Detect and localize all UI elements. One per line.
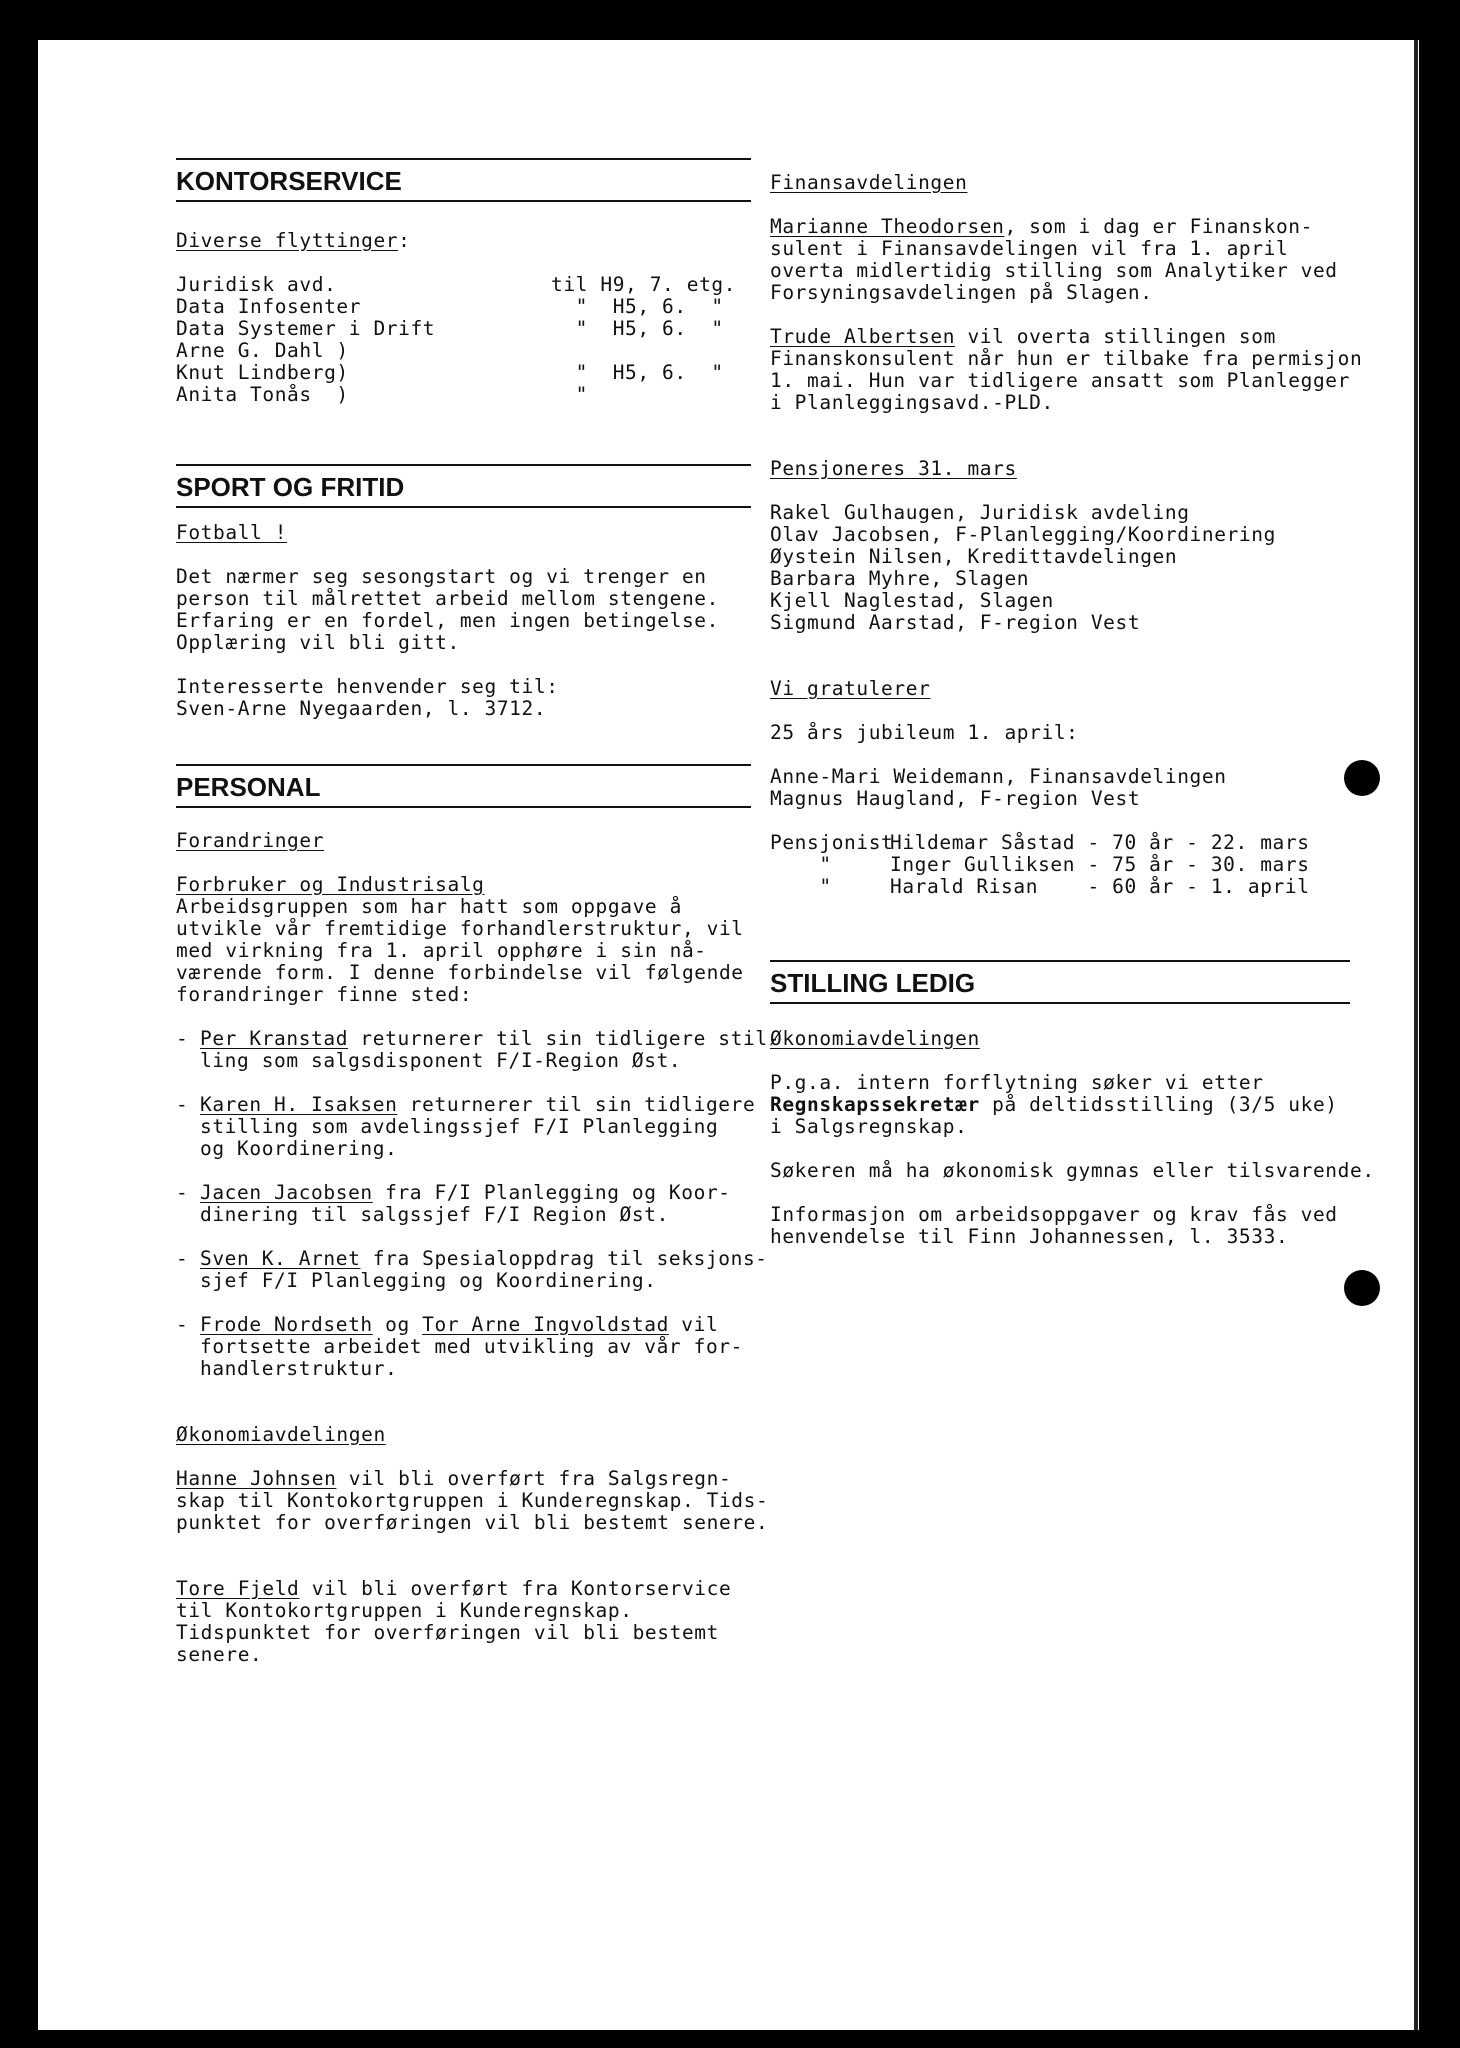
subheading: Forbruker og Industrisalg — [176, 873, 485, 896]
dash-bullet: - — [176, 1181, 189, 1204]
pensioner-entry: Inger Gulliksen - 75 år - 30. mars — [890, 853, 1310, 876]
subheading: Forandringer — [176, 829, 325, 852]
right-column: Finansavdelingen Marianne Theodorsen, som i dag er Finanskon- sulent i Finansavdelingen vil fra 1. april overta midlertidig stilling som Analytiker ved Forsyningsavdelingen på Slagen. Trude Albertsen vil overta stillingen som Finanskonsulent når hun er tilbake fra permisjon 1. mai. Hun var tidligere ansatt som Planlegger i Planleggingsavd.-PLD. Pensjoneres 31. mars Rakel Gulhaugen, Juridisk avdeling Olav Jacobsen, F-Planlegging/Koordinering Øystein Nilsen, Kredittavdelingen Barbara Myhre, Slagen Kjell Naglestad, Slagen Sigmund Aarstad, F-region Vest Vi gratulerer 25 års jubileum 1. april: Anne-Mari Weidemann, Finansavdelingen Magnus Haugland, F-region Vest Pensjonist Hildemar Såstad - 70 år - 22. mars " Inger Gulliksen - 75 år - 30. mars " Harald Risan - 60 år - 1. april STILLING LEDIG Økonomiavdelingen P.g.a. intern forflytning søker vi etter Regnskapssekretær på deltidsstilling (3/5 uke) i Salgsregnskap. Søkeren må ha økonomisk gymnas eller tilsvarende. Informasjon om arbeidsoppgaver og krav fås ved henvendelse til Finn Johannessen, l. 3533. — [770, 171, 1375, 1248]
move-where: " H5, 6. " — [551, 317, 724, 340]
section-title: PERSONAL — [176, 772, 321, 802]
pensioner-prefix: " — [770, 875, 832, 898]
text-line: sulent i Finansavdelingen vil fra 1. april — [770, 237, 1289, 260]
person-name: Marianne Theodorsen — [770, 215, 1005, 238]
move-who: Anita Tonås ) — [176, 383, 349, 406]
section-rule-top — [770, 960, 1350, 962]
move-who: Arne G. Dahl ) — [176, 339, 349, 362]
move-where: " H5, 6. " — [551, 295, 724, 318]
dash-bullet: - — [176, 1247, 189, 1270]
change-item: - Sven K. Arnet fra Spesialoppdrag til seksjons- sjef F/I Planlegging og Koordinering. — [176, 1247, 768, 1292]
section-personal: PERSONAL Forandringer Forbruker og Industrisalg Arbeidsgruppen som har hatt som oppgave å utvikle vår fremtidige forhandlerstruktur, vil med virkning fra 1. april opphøre i sin nå- værende form. I denne forbindelse vil følgende forandringer finne sted: - Per Kranstad returnerer til sin tidligere stil- ling som salgsdisponent F/I-Region Øst. - Karen H. Isaksen returnerer til sin tidligere stilling som avdelingssjef F/I Planlegging og Koordinering. - Jacen Jacobsen fra F/I Planlegging og Koor- dinering til salgssjef F/I Region Øst. - Sven K. Arnet fra Spesialoppdrag til seksjons- sjef F/I Planlegging og Koordinering. - Frode Nordseth og Tor Arne Ingvoldstad vil fortsette arbeidet med utvikling av vår for- handlerstruktur. Økonomiavdelingen Hanne Johnsen vil bli overført fra Salgsregn- skap til Kontokortgruppen i Kunderegnskap. Tids- punktet for overføringen vil bli bestemt senere. Tore Fjeld vil bli overført fra Kontorservice til Kontokortgruppen i Kunderegnskap. Tidspunktet for overføringen vil bli bestemt senere. — [176, 764, 751, 1666]
text-line: P.g.a. intern forflytning søker vi etter — [770, 1071, 1264, 1094]
list-item: Anne-Mari Weidemann, Finansavdelingen — [770, 765, 1227, 788]
move-where: " — [551, 383, 589, 406]
text-line: med virkning fra 1. april opphøre i sin nå- — [176, 939, 707, 962]
text-line: utvikle vår fremtidige forhandlerstruktur, vil — [176, 917, 744, 940]
text-line: Sven-Arne Nyegaarden, l. 3712. — [176, 697, 547, 720]
pensioner-table — [770, 832, 1350, 898]
text-line: punktet for overføringen vil bli bestemt senere. — [176, 1511, 769, 1534]
text-line: ling som salgsdisponent F/I-Region Øst. — [200, 1049, 682, 1072]
dash-bullet: - — [176, 1313, 189, 1336]
text-line: Forsyningsavdelingen på Slagen. — [770, 281, 1153, 304]
section-kontorservice — [176, 158, 751, 406]
text-line: Informasjon om arbeidsoppgaver og krav fås ved — [770, 1203, 1338, 1226]
change-item: - Frode Nordseth og Tor Arne Ingvoldstad vil fortsette arbeidet med utvikling av vår for- handlerstruktur. — [176, 1313, 743, 1380]
left-column — [176, 158, 780, 1666]
subheading: Vi gratulerer — [770, 677, 931, 700]
list-item: Øystein Nilsen, Kredittavdelingen — [770, 545, 1178, 568]
change-item: - Jacen Jacobsen fra F/I Planlegging og Koor- dinering til salgssjef F/I Region Øst. — [176, 1181, 731, 1226]
text-line: 1. mai. Hun var tidligere ansatt som Planlegger — [770, 369, 1350, 392]
text-line: til Kontokortgruppen i Kunderegnskap. — [176, 1599, 633, 1622]
list-item: Olav Jacobsen, F-Planlegging/Koordinering — [770, 523, 1276, 546]
text-line: Tidspunktet for overføringen vil bli bestemt — [176, 1621, 719, 1644]
binder-hole — [1344, 1270, 1380, 1306]
text-line: sjef F/I Planlegging og Koordinering. — [200, 1269, 657, 1292]
dash-bullet: - — [176, 1093, 189, 1116]
move-table — [176, 274, 751, 406]
person-name: Jacen Jacobsen — [200, 1181, 373, 1204]
pensioner-prefix: " — [770, 853, 832, 876]
subheading: Økonomiavdelingen — [770, 1027, 980, 1050]
text-line: dinering til salgssjef F/I Region Øst. — [200, 1203, 669, 1226]
move-who: Knut Lindberg) — [176, 361, 349, 384]
move-where: " H5, 6. " — [551, 361, 724, 384]
text-line: person til målrettet arbeid mellom stengene. — [176, 587, 719, 610]
text-line: overta midlertidig stilling som Analytiker ved — [770, 259, 1338, 282]
change-item: - Karen H. Isaksen returnerer til sin tidligere stilling som avdelingssjef F/I Planlegging og Koordinering. — [176, 1093, 756, 1160]
list-item: Barbara Myhre, Slagen — [770, 567, 1030, 590]
text-line: handlerstruktur. — [200, 1357, 398, 1380]
job-title: Regnskapssekretær — [770, 1093, 980, 1116]
text-line: Arbeidsgruppen som har hatt som oppgave å — [176, 895, 682, 918]
move-where: til H9, 7. etg. — [551, 273, 737, 296]
list-item: Rakel Gulhaugen, Juridisk avdeling — [770, 501, 1190, 524]
scanned-page — [38, 40, 1419, 2030]
subheading: Diverse flyttinger: — [176, 229, 411, 252]
move-who: Data Systemer i Drift — [176, 317, 436, 340]
section-title: SPORT OG FRITID — [176, 472, 405, 502]
text-line: forandringer finne sted: — [176, 983, 473, 1006]
move-who: Juridisk avd. — [176, 273, 337, 296]
section-sport — [176, 464, 751, 720]
subheading: Finansavdelingen — [770, 171, 968, 194]
pensioner-entry: Hildemar Såstad - 70 år - 22. mars — [890, 831, 1310, 854]
text-line: stilling som avdelingssjef F/I Planlegging — [200, 1115, 719, 1138]
text-line: i Planleggingsavd.-PLD. — [770, 391, 1054, 414]
text-line: Interesserte henvender seg til: — [176, 675, 559, 698]
person-name: Sven K. Arnet — [200, 1247, 361, 1270]
change-item: - Per Kranstad returnerer til sin tidligere stil- ling som salgsdisponent F/I-Region Øst. — [176, 1027, 780, 1072]
move-who: Data Infosenter — [176, 295, 362, 318]
list-item: Kjell Naglestad, Slagen — [770, 589, 1054, 612]
person-name: Trude Albertsen — [770, 325, 956, 348]
text-line: og Koordinering. — [200, 1137, 398, 1160]
section-title: STILLING LEDIG — [770, 968, 976, 998]
person-name: Karen H. Isaksen — [200, 1093, 398, 1116]
person-name: Tor Arne Ingvoldstad — [422, 1313, 669, 1336]
text-line: Finanskonsulent når hun er tilbake fra permisjon — [770, 347, 1363, 370]
section-rule-top — [176, 158, 751, 160]
subheading: Økonomiavdelingen — [176, 1423, 386, 1446]
list-item: Sigmund Aarstad, F-region Vest — [770, 611, 1141, 634]
person-name: Hanne Johnsen — [176, 1467, 337, 1490]
binder-hole — [1344, 760, 1380, 796]
text-line: fortsette arbeidet med utvikling av vår for- — [200, 1335, 743, 1358]
dash-bullet: - — [176, 1027, 189, 1050]
pensioner-entry: Harald Risan - 60 år - 1. april — [890, 875, 1310, 898]
text-line: i Salgsregnskap. — [770, 1115, 968, 1138]
person-name: Tore Fjeld — [176, 1577, 300, 1600]
text-line: Erfaring er en fordel, men ingen betingelse. — [176, 609, 719, 632]
text-line: henvendelse til Finn Johannessen, l. 3533. — [770, 1225, 1289, 1248]
text-line: Opplæring vil bli gitt. — [176, 631, 460, 654]
text-line: skap til Kontokortgruppen i Kunderegnskap. Tids- — [176, 1489, 769, 1512]
person-name: Frode Nordseth — [200, 1313, 373, 1336]
subheading: Pensjoneres 31. mars — [770, 457, 1017, 480]
text-line: værende form. I denne forbindelse vil følgende — [176, 961, 744, 984]
pensioner-prefix: Pensjonist — [770, 831, 894, 854]
section-rule-top — [176, 464, 751, 466]
text-line: 25 års jubileum 1. april: — [770, 721, 1079, 744]
person-name: Per Kranstad — [200, 1027, 349, 1050]
section-title: KONTORSERVICE — [176, 166, 402, 196]
section-stilling: STILLING LEDIG Økonomiavdelingen P.g.a. intern forflytning søker vi etter Regnskapssekretær på deltidsstilling (3/5 uke) i Salgsregnskap. Søkeren må ha økonomisk gymnas eller tilsvarende. Informasjon om arbeidsoppgaver og krav fås ved henvendelse til Finn Johannessen, l. 3533. — [770, 960, 1350, 1248]
move-where — [551, 340, 751, 362]
list-item: Magnus Haugland, F-region Vest — [770, 787, 1141, 810]
text-line: Søkeren må ha økonomisk gymnas eller tilsvarende. — [770, 1159, 1375, 1182]
text-line: Det nærmer seg sesongstart og vi trenger en — [176, 565, 707, 588]
section-rule-top — [176, 764, 751, 766]
text-line: senere. — [176, 1643, 263, 1666]
page-edge-line — [1414, 40, 1418, 2030]
subheading: Fotball ! — [176, 521, 288, 544]
